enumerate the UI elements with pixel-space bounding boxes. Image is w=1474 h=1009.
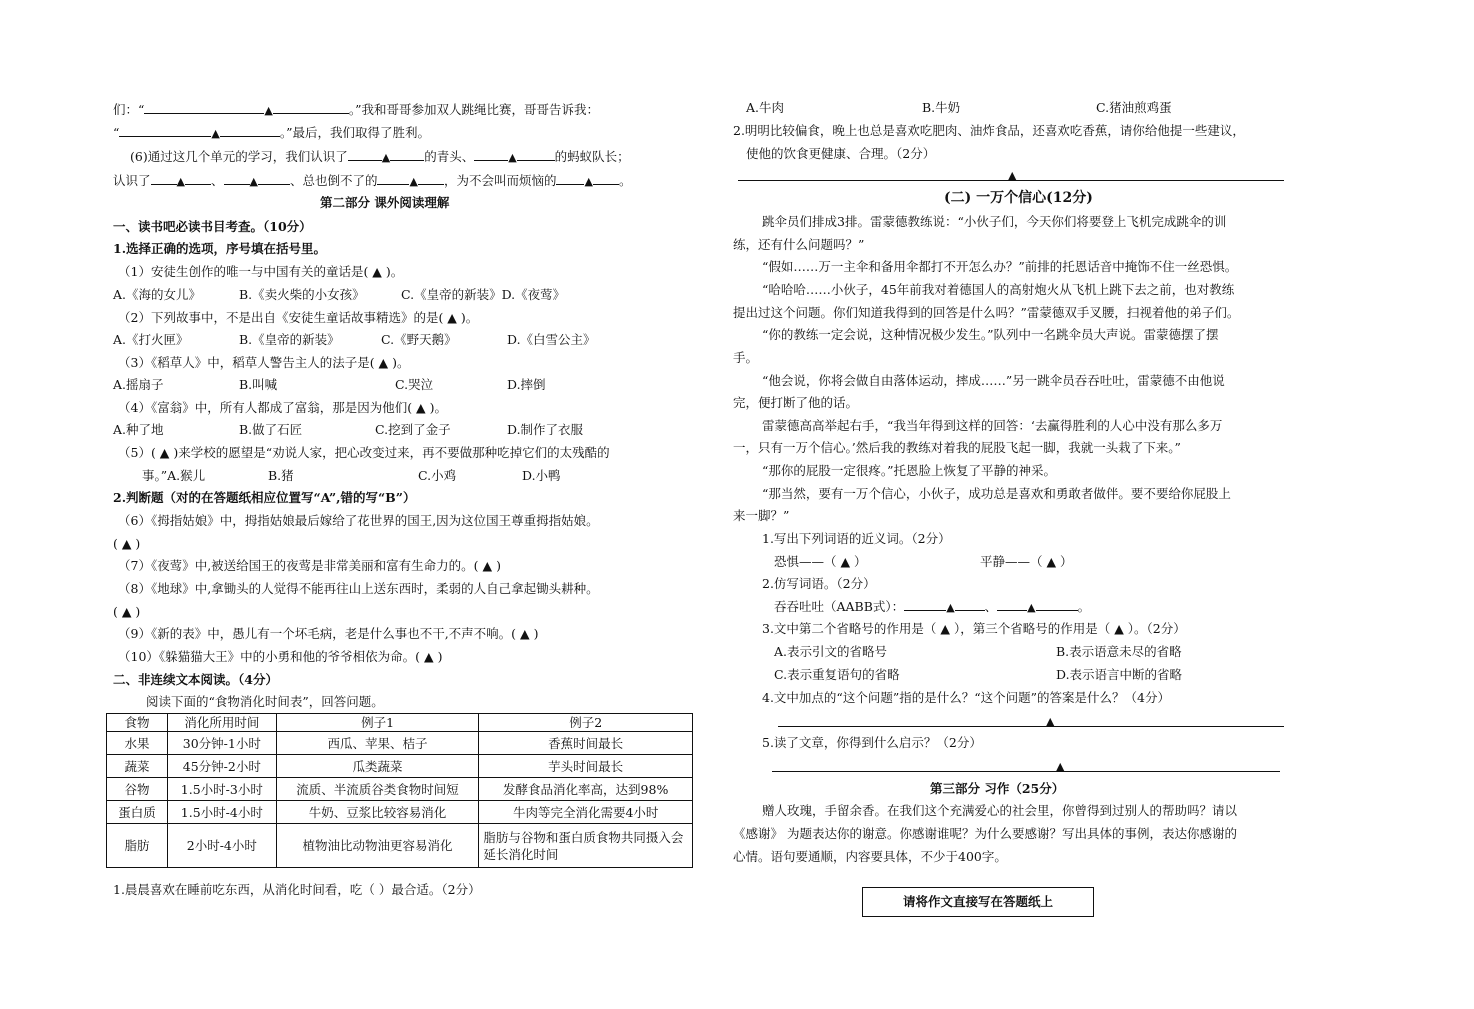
table-row: 蔬菜 45分钟-2小时 瓜类蔬菜 芋头时间最长	[107, 755, 693, 778]
story-question-1: 1.写出下列词语的近义词。（2分）	[762, 531, 951, 546]
table-header: 例子1	[276, 714, 479, 732]
answer-blank[interactable]	[418, 172, 444, 185]
answer-blank[interactable]	[955, 598, 985, 611]
story-question-2: 2.仿写词语。（2分）	[762, 576, 876, 591]
table-question-2-cont: 使他的饮食更健康、合理。（2分）	[746, 146, 936, 161]
story-paragraph: “他会说，你将会做自由落体运动，摔成……”另一跳伞员吞吞吐吐，雷蒙德不由他说	[762, 373, 1225, 388]
answer-blank[interactable]	[119, 124, 211, 137]
answer-marker: ▲	[1056, 760, 1065, 773]
answer-line[interactable]	[772, 771, 1280, 772]
answer-blank[interactable]	[390, 148, 424, 161]
options-row: A.《打火匣》 B.《皇帝的新装》 C.《野天鹅》 D.《白雪公主》	[113, 332, 596, 347]
table-row: 水果 30分钟-1小时 西瓜、苹果、桔子 香蕉时间最长	[107, 732, 693, 755]
answer-blank[interactable]	[273, 101, 349, 114]
digestion-table	[106, 713, 693, 868]
options-row: A.种了地 B.做了石匠 C.挖到了金子 D.制作了衣服	[113, 422, 584, 437]
section3-title: 二、非连续文本阅读。（4分）	[113, 672, 278, 687]
answer-blank[interactable]	[593, 172, 619, 185]
answer-blank[interactable]	[1036, 598, 1078, 611]
answer-blank[interactable]	[224, 172, 250, 185]
section1-instruction: 1.选择正确的选项，序号填在括号里。	[113, 241, 327, 256]
answer-blank[interactable]	[904, 598, 946, 611]
story-paragraph: “那你的屁股一定很疼。”托恩脸上恢复了平静的神采。	[762, 463, 1057, 478]
answer-line[interactable]	[778, 726, 1284, 727]
composition-prompt: 赠人玫瑰，手留余香。在我们这个充满爱心的社会里，你曾得到过别人的帮助吗？请以	[762, 803, 1238, 818]
judge-9: （9）《新的表》中，愚儿有一个坏毛病，老是什么事也不干,不声不响。( ▲ )	[118, 626, 539, 641]
question-4: （4）《富翁》中，所有人都成了富翁，那是因为他们( ▲ )。	[118, 400, 448, 415]
fill-line-1: 们：“ ▲ 。”我和哥哥参加双人跳绳比赛，哥哥告诉我：	[113, 102, 600, 117]
part3-title: 第三部分 习作（25分）	[930, 781, 1065, 796]
story-paragraph: “假如……万一主伞和备用伞都打不开怎么办？”前排的托恩话音中掩饰不住一丝恐惧。	[762, 259, 1238, 274]
fill-line-2: “ ▲ 。”最后，我们取得了胜利。	[113, 125, 431, 140]
answer-marker: ▲	[1008, 169, 1017, 182]
story-paragraph: “你的教练一定会说，这种情况极少发生。”队列中一名跳伞员大声说。雷蒙德摆了摆	[762, 327, 1219, 342]
table-header: 食物	[107, 714, 168, 732]
question-1: （1）安徒生创作的唯一与中国有关的童话是( ▲ )。	[118, 264, 404, 279]
story-paragraph: 来一脚？”	[733, 508, 790, 523]
section2-instruction: 2.判断题（对的在答题纸相应位置写“A”,错的写“B”）	[113, 490, 416, 505]
judge-8: （8）《地球》中,拿锄头的人觉得不能再往山上送东西时，柔弱的人自己拿起锄头耕种。	[118, 581, 599, 596]
synonym-item: 平静——（ ▲ ）	[980, 554, 1073, 569]
fill-line-4: 认识了 ▲ 、 ▲ 、总也倒不了的 ▲ ，为不会叫而烦恼的 ▲ 。	[113, 173, 632, 188]
judge-10: （10）《躲猫猫大王》中的小勇和他的爷爷相依为命。( ▲ )	[118, 649, 443, 664]
options-row: A.表示引文的省略号 B.表示语意未尽的省略	[774, 644, 1182, 659]
synonym-item: 恐惧——（ ▲ ）	[774, 554, 867, 569]
table-row: 脂肪 2小时-4小时 植物油比动物油更容易消化 脂肪与谷物和蛋白质食物共同摄入会延长消化时间	[107, 824, 693, 868]
options-row: A.摇扇子 B.叫喊 C.哭泣 D.摔倒	[113, 377, 546, 392]
judge-6: （6）《拇指姑娘》中，拇指姑娘最后嫁给了花世界的国王,因为这位国王尊重拇指姑娘。	[118, 513, 599, 528]
part2-title: 第二部分 课外阅读理解	[320, 195, 450, 210]
story-paragraph: “哈哈哈……小伙子，45年前我对着德国人的高射炮火从飞机上跳下去之前，也对教练	[762, 282, 1235, 297]
options-row: A.牛肉 B.牛奶 C.猪油煎鸡蛋	[746, 100, 1172, 115]
story-title: (二) 一万个信心(12分)	[944, 190, 1093, 206]
table-header-row	[107, 714, 693, 732]
table-header: 消化所用时间	[167, 714, 276, 732]
story-paragraph: 手。	[733, 350, 759, 365]
answer-blank[interactable]	[517, 148, 555, 161]
story-question-3: 3.文中第二个省略号的作用是（ ▲ ），第三个省略号的作用是（ ▲ ）。（2分）	[762, 621, 1186, 636]
answer-blank[interactable]	[258, 172, 290, 185]
story-paragraph: 完，便打断了他的话。	[733, 395, 859, 410]
section3-intro: 阅读下面的“食物消化时间表”，回答问题。	[146, 694, 384, 709]
question-5: （5）( ▲ )来学校的愿望是“劝说人家，把心改变过来，再不要做那种吃掉它们的太残酷的	[118, 445, 610, 460]
story-paragraph: 跳伞员们排成3排。雷蒙德教练说：“小伙子们，今天你们将要登上飞机完成跳伞的训	[762, 214, 1227, 229]
answer-blank[interactable]	[185, 172, 211, 185]
story-paragraph: 练，还有什么问题吗？”	[733, 237, 865, 252]
answer-blank[interactable]	[474, 148, 508, 161]
answer-blank[interactable]	[377, 172, 409, 185]
answer-blank[interactable]	[220, 124, 280, 137]
judge-7: （7）《夜莺》中,被送给国王的夜莺是非常美丽和富有生命力的。( ▲ )	[118, 558, 501, 573]
answer-blank[interactable]	[348, 148, 382, 161]
options-row: 事。”A.猴儿 B.猪 C.小鸡 D.小鸭	[142, 468, 561, 483]
table-header: 例子2	[479, 714, 693, 732]
table-question-1: 1.晨晨喜欢在睡前吃东西，从消化时间看，吃（ ）最合适。（2分）	[113, 882, 481, 897]
table-row: 蛋白质 1.5小时-4小时 牛奶、豆浆比较容易消化 牛肉等完全消化需要4小时	[107, 801, 693, 824]
answer-marker: ▲	[1046, 715, 1055, 728]
story-paragraph: 雷蒙德高高举起右手，“我当年得到这样的回答：‘去赢得胜利的人心中没有那么多万	[762, 418, 1223, 433]
composition-prompt: 《感谢》 为题表达你的谢意。你感谢谁呢？为什么要感谢？写出具体的事例，表达你感谢的	[733, 826, 1237, 841]
options-row: C.表示重复语句的省略 D.表示语言中断的省略	[774, 667, 1183, 682]
fill-line-3: (6)通过这几个单元的学习，我们认识了 ▲ 的青头、 ▲ 的蚂蚁队长；	[130, 149, 630, 164]
judge-8-answer: ( ▲ )	[113, 604, 141, 619]
options-row: A.《海的女儿》 B.《卖火柴的小女孩》 C.《皇帝的新装》D.《夜莺》	[113, 287, 566, 302]
answer-blank[interactable]	[151, 172, 177, 185]
judge-6-answer: ( ▲ )	[113, 536, 141, 551]
answer-blank[interactable]	[144, 101, 264, 114]
section1-title: 一、读书吧必读书目考查。（10分）	[113, 219, 312, 234]
imitate-line: 吞吞吐吐（AABB式）： ▲ 、 ▲ 。	[774, 599, 1091, 614]
question-2: （2）下列故事中，不是出自《安徒生童话故事精选》的是( ▲ )。	[118, 310, 479, 325]
story-paragraph: “那当然，要有一万个信心，小伙子，成功总是喜欢和勇敢者做伴。要不要给你屁股上	[762, 486, 1231, 501]
question-3: （3）《稻草人》中，稻草人警告主人的法子是( ▲ )。	[118, 355, 410, 370]
story-question-4: 4.文中加点的“这个问题”指的是什么？“这个问题”的答案是什么？（4分）	[762, 690, 1170, 705]
answer-blank[interactable]	[556, 172, 584, 185]
answer-blank[interactable]	[997, 598, 1027, 611]
story-paragraph: 一，只有一万个信心。’然后我的教练对着我的屁股飞起一脚，我就一头栽了下来。”	[733, 440, 1181, 455]
story-paragraph: 提出过这个问题。你们知道我得到的回答是什么吗？”雷蒙德双手叉腰，扫视着他的弟子们。	[733, 305, 1240, 320]
table-question-2: 2.明明比较偏食，晚上也总是喜欢吃肥肉、油炸食品，还喜欢吃香蕉，请你给他提一些建议，	[733, 123, 1245, 138]
composition-prompt: 心情。语句要通顺，内容要具体，不少于400字。	[733, 849, 1007, 864]
composition-note-box: 请将作文直接写在答题纸上	[862, 887, 1094, 917]
table-row: 谷物 1.5小时-3小时 流质、半流质谷类食物时间短 发酵食品消化率高，达到98%	[107, 778, 693, 801]
story-question-5: 5.读了文章，你得到什么启示？（2分）	[762, 735, 982, 750]
